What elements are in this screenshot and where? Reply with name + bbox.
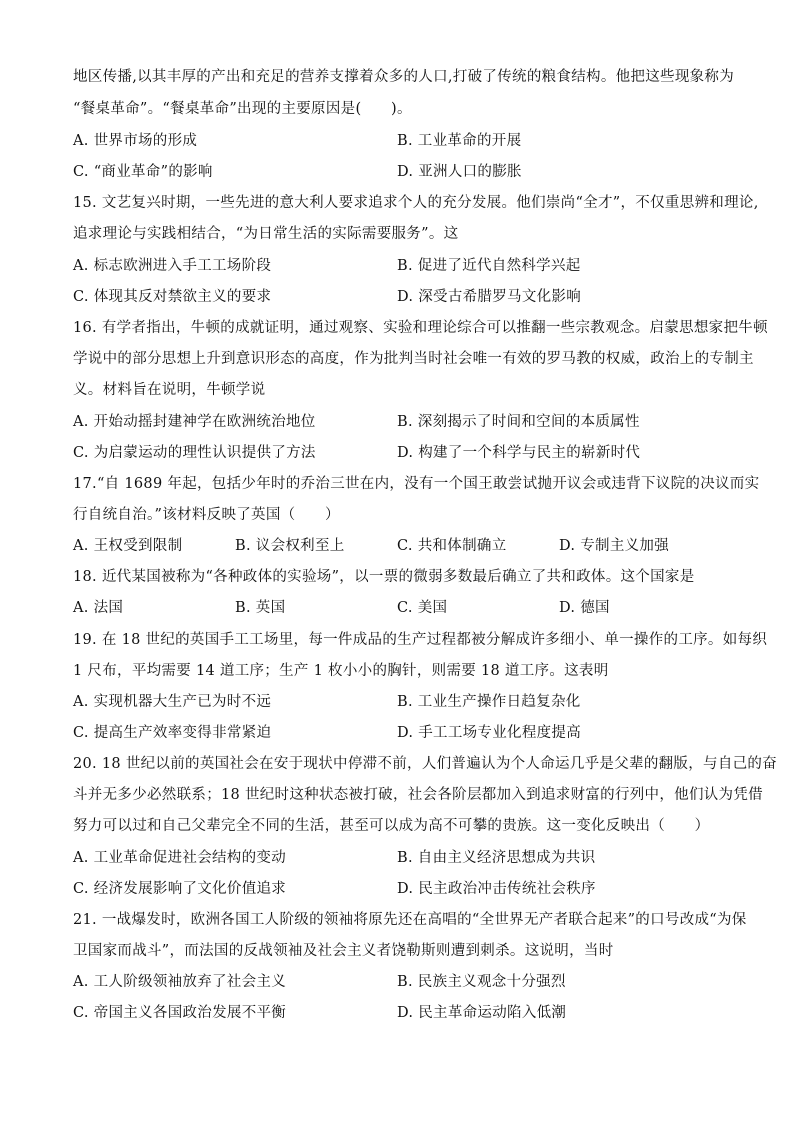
intro-option-c[interactable]: C. “商业革命”的影响	[73, 164, 213, 180]
intro-option-b[interactable]: B. 工业革命的开展	[397, 133, 522, 149]
question-17-option-d[interactable]: D. 专制主义加强	[559, 538, 670, 554]
question-18-option-b[interactable]: B. 英国	[235, 600, 286, 616]
question-16-option-c[interactable]: C. 为启蒙运动的理性认识提供了方法	[73, 445, 316, 461]
question-20-line-3: 努力可以过和自己父辈完全不同的生活，甚至可以成为高不可攀的贵族。这一变化反映出（ ）	[73, 818, 710, 834]
question-19-option-d[interactable]: D. 手工工场专业化程度提高	[397, 725, 582, 741]
question-16-option-a[interactable]: A. 开始动摇封建神学在欧洲统治地位	[73, 414, 316, 430]
question-21-line-1: 21. 一战爆发时，欧洲各国工人阶级的领袖将原先还在高唱的“全世界无产者联合起来”的口号改成“为保	[73, 912, 747, 928]
question-15-line-2: 追求理论与实践相结合，“为日常生活的实际需要服务”。这	[73, 226, 459, 242]
question-19-option-a[interactable]: A. 实现机器大生产已为时不远	[73, 694, 272, 710]
question-20-option-a[interactable]: A. 工业革命促进社会结构的变动	[73, 850, 286, 866]
question-17-line-1: 17.“自 1689 年起，包括少年时的乔治三世在内，没有一个国王敢尝试抛开议会或违背下议院的决议而实	[73, 476, 760, 492]
question-19-option-c[interactable]: C. 提高生产效率变得非常紧迫	[73, 725, 272, 741]
question-20-option-c[interactable]: C. 经济发展影响了文化价值追求	[73, 881, 287, 897]
question-21-option-d[interactable]: D. 民主革命运动陷入低潮	[397, 1005, 567, 1021]
question-16-line-1: 16. 有学者指出，牛顿的成就证明，通过观察、实验和理论综合可以推翻一些宗教观念。启蒙思想家把牛顿	[73, 320, 768, 336]
intro-option-a[interactable]: A. 世界市场的形成	[73, 133, 198, 149]
question-15-line-1: 15. 文艺复兴时期，一些先进的意大利人要求追求个人的充分发展。他们崇尚“全才”，不仅重思辨和理论,	[73, 195, 759, 211]
question-15-option-c[interactable]: C. 体现其反对禁欲主义的要求	[73, 289, 272, 305]
question-19-option-b[interactable]: B. 工业生产操作日趋复杂化	[397, 694, 581, 710]
question-20-option-b[interactable]: B. 自由主义经济思想成为共识	[397, 850, 596, 866]
question-19-line-2: 1 尺布，平均需要 14 道工序；生产 1 枚小小的胸针，则需要 18 道工序。这表明	[73, 663, 609, 679]
question-21-option-a[interactable]: A. 工人阶级领袖放弃了社会主义	[73, 974, 286, 990]
question-20-line-2: 斗并无多少必然联系；18 世纪时这种状态被打破，社会各阶层都加入到追求财富的行列中，他们认为凭借	[73, 787, 763, 803]
question-18-option-d[interactable]: D. 德国	[559, 600, 610, 616]
question-18-option-c[interactable]: C. 美国	[397, 600, 448, 616]
question-21-line-2: 卫国家而战斗”，而法国的反战领袖及社会主义者饶勒斯则遭到刺杀。这说明，当时	[73, 943, 614, 959]
question-16-line-3: 义。材料旨在说明，牛顿学说	[73, 382, 266, 398]
question-17-option-b[interactable]: B. 议会权利至上	[235, 538, 345, 554]
intro-line-2: “餐桌革命”。“餐桌革命”出现的主要原因是( )。	[73, 101, 412, 117]
question-16-option-d[interactable]: D. 构建了一个科学与民主的崭新时代	[397, 445, 641, 461]
question-21-option-c[interactable]: C. 帝国主义各国政治发展不平衡	[73, 1005, 287, 1021]
question-19-line-1: 19. 在 18 世纪的英国手工工场里，每一件成品的生产过程都被分解成许多细小、单一操作的工序。如每织	[73, 632, 768, 648]
question-15-option-a[interactable]: A. 标志欧洲进入手工工场阶段	[73, 258, 272, 274]
question-18-line-1: 18. 近代某国被称为“各种政体的实验场”，以一票的微弱多数最后确立了共和政体。这个国家是	[73, 569, 695, 585]
question-21-option-b[interactable]: B. 民族主义观念十分强烈	[397, 974, 566, 990]
question-16-line-2: 学说中的部分思想上升到意识形态的高度，作为批判当时社会唯一有效的罗马教的权威，政治上的专制主	[73, 351, 754, 367]
question-17-line-2: 行自统自治。”该材料反映了英国（ ）	[73, 507, 340, 523]
question-20-line-1: 20. 18 世纪以前的英国社会在安于现状中停滞不前，人们普遍认为个人命运几乎是父辈的翻版，与自己的奋	[73, 756, 778, 772]
question-15-option-b[interactable]: B. 促进了近代自然科学兴起	[397, 258, 581, 274]
intro-option-d[interactable]: D. 亚洲人口的膨胀	[397, 164, 522, 180]
question-16-option-b[interactable]: B. 深刻揭示了时间和空间的本质属性	[397, 414, 640, 430]
question-20-option-d[interactable]: D. 民主政治冲击传统社会秩序	[397, 881, 596, 897]
intro-line-1: 地区传播,以其丰厚的产出和充足的营养支撑着众多的人口,打破了传统的粮食结构。他把这些现象称为	[73, 69, 735, 85]
question-17-option-c[interactable]: C. 共和体制确立	[397, 538, 507, 554]
question-15-option-d[interactable]: D. 深受古希腊罗马文化影响	[397, 289, 582, 305]
question-17-option-a[interactable]: A. 王权受到限制	[73, 538, 183, 554]
question-18-option-a[interactable]: A. 法国	[73, 600, 124, 616]
